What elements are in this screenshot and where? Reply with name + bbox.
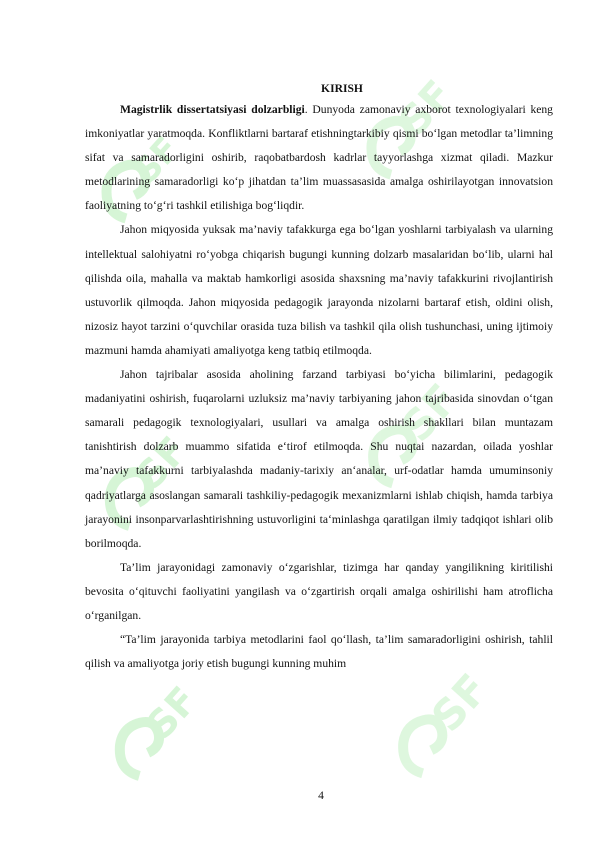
- svg-text:SF: SF: [137, 678, 207, 748]
- paragraph: [85, 556, 553, 628]
- section-title: KIRISH: [321, 82, 363, 95]
- paragraph-text: Jahon tajribalar asosida aholining farzand tarbiyasi bo‘yicha bilimlarini, pedagogik madaniyatini oshirish, fuqarolarni uzluksiz ma’naviy tarbiyaning jahon tajribasida sinovdan o‘tgan samarali pedagogik texnologiyalari, usullari va amalga oshirish shakllari bilan muntazam tanishtirish dolzarb muammo sifatida e‘tirof etilmoqda. Shu nuqtai nazardan, oilada yoshlar ma’naviy tafakkurni tarbiyalashda madaniy-tarixiy an‘analar, urf-odatlar hamda umuminsoniy qadriyatlarga asoslangan samarali tashkiliy-pedagogik mexanizmlarni ishlab chiqish, hamda tarbiya jarayonini insonparvarlashtirishning ustuvorligini ta‘minlashga qaratilgan ilmiy tadqiqot ishlari olib borilmoqda.: [85, 368, 553, 550]
- svg-text:SF: SF: [392, 374, 468, 452]
- document-body: [85, 80, 553, 676]
- paragraph: [85, 98, 553, 218]
- paragraph-text: Ta’lim jarayonidagi zamonaviy o‘zgarishlar, tizimga har qanday yangilikning kiritilishi bevosita o‘qituvchi faoliyatini yangilash va o‘zgartirish orqali amalga oshirilishi ham atroflicha o‘rganilgan.: [85, 560, 553, 622]
- page-number: 4: [318, 789, 324, 802]
- paragraph-lead: Magistrlik dissertatsiyasi dolzarbligi: [120, 103, 305, 116]
- paragraph-text: Jahon miqyosida yuksak ma’naviy tafakkurga ega bo‘lgan yoshlarni tarbiyalash va ularning intellektual salohiyatni ro‘yobga chiqarish bugungi kunning dolzarb masalaridan bo‘lib, ularni hal qilishda oila, mahalla va maktab hamkorligi asosida shaxsning ma’naviy tafakkurini rivojlantirish ustuvorlik qilmoqda. Jahon miqyosida pedagogik jarayonda nizolarni bartaraf etish, oldini olish, nizosiz hayot tarzini o‘quvchilar orasida tuza bilish va tashkil qila olish tushunchasi, uning ijtimoiy mazmuni hamda ahamiyati amaliyotga keng tatbiq etilmoqda.: [85, 223, 553, 357]
- paragraph: [85, 628, 553, 676]
- paragraph-text: . Dunyoda zamonaviy axborot texnologiyalari keng imkoniyatlar yaratmoqda. Konfliktlarni bartaraf etishningtarkibiy qismi bo‘lgan metodlar ta’limning sifat va samaradorligini oshirib, raqobatbardosh kadrlar tayyorlashga xizmat qiladi. Mazkur metodlarining samaradorligi ko‘p jihatdan ta’lim muassasasida amalga oshirilayotgan innovatsion faoliyatning to‘g‘ri tashkil etilishiga bog‘liqdir.: [85, 103, 553, 213]
- svg-text:SF: SF: [126, 129, 188, 192]
- paragraph-text: “Ta’lim jarayonida tarbiya metodlarini faol qo‘llash, ta’lim samaradorligini oshirish, tahlil qilish va amaliyotga joriy etish bugungi kunning muhim: [85, 633, 553, 671]
- svg-text:SF: SF: [422, 664, 498, 742]
- svg-text:SF: SF: [127, 428, 197, 498]
- svg-text:SF: SF: [390, 72, 463, 145]
- paragraph: [85, 363, 553, 556]
- paragraph: [85, 218, 553, 363]
